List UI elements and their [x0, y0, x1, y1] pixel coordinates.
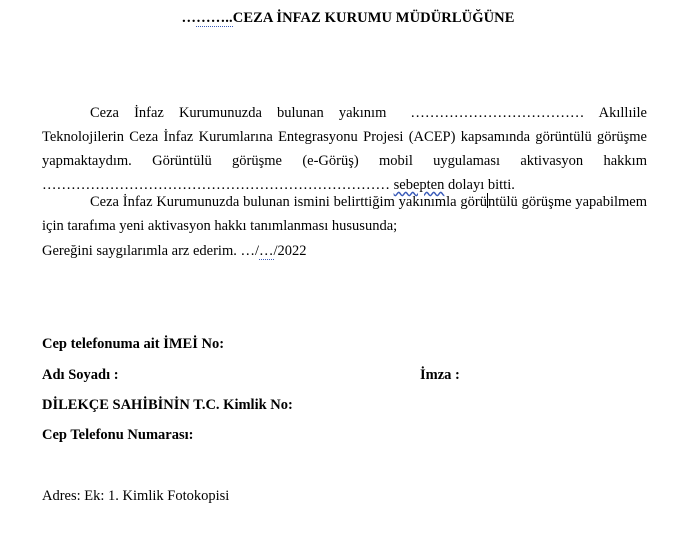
document-title [0, 10, 696, 27]
greeting-line [42, 243, 307, 260]
title-dots-underlined: …….. [196, 10, 233, 26]
p2-text-2: ntülü görüşme yapabilmem için tarafıma yeni aktivasyon hakkı tanımlanması hususunda; [42, 194, 647, 234]
relative-name-blank: ……………………………… [410, 105, 585, 121]
imei-label: Cep telefonuma ait İMEİ No: [42, 336, 225, 352]
reason-blank: ……………………………………………………………… [42, 177, 390, 193]
title-text: CEZA İNFAZ KURUMU MÜDÜRLÜĞÜNE [232, 10, 515, 26]
signature-label: İmza : [420, 367, 460, 383]
paragraph-request [42, 101, 647, 197]
name-label: Adı Soyadı : [42, 367, 119, 383]
title-dots: … [181, 10, 197, 26]
address-line: Adres: Ek: 1. Kimlik Fotokopisi [42, 488, 230, 504]
p1-ile: ile [632, 105, 647, 121]
date-blank: … [259, 243, 274, 259]
p1-marked-word: sebepten [393, 177, 445, 193]
paragraph-activation [42, 190, 647, 238]
tc-id-label: DİLEKÇE SAHİBİNİN T.C. Kimlik No: [42, 397, 293, 413]
phone-label: Cep Telefonu Numarası: [42, 427, 194, 443]
p1-text-3: dolayı bitti. [447, 177, 515, 193]
p2-text-1: Ceza İnfaz Kurumunuzda bulunan ismini belirttiğim yakınımla görü [90, 194, 487, 210]
greeting-text: Gereğini saygılarımla arz ederim. …/ [42, 243, 260, 259]
p1-text-1: Ceza İnfaz Kurumunuzda bulunan yakınım [90, 105, 387, 121]
greeting-year: /2022 [273, 243, 307, 259]
p1-text-2: Akıllı Teknolojilerin Ceza İnfaz Kurumlarına Entegrasyonu Projesi (ACEP) kapsamında görüntülü görüşme yapmaktaydım. Görüntülü görüşme (e-Görüş) mobil uygulaması aktivasyon hakkım [42, 105, 647, 169]
